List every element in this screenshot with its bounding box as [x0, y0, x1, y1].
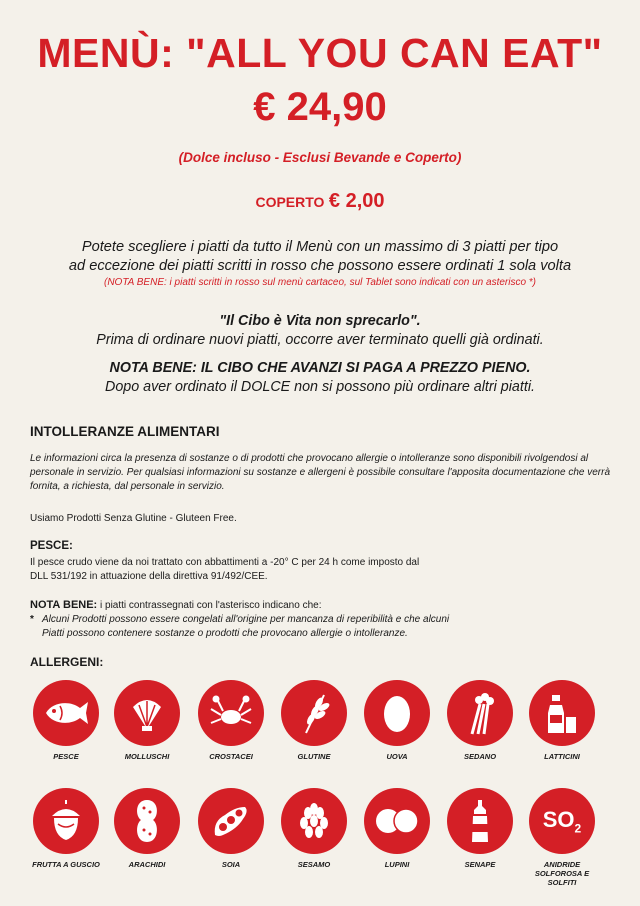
motto-line: Prima di ordinare nuovi piatti, occorre aver terminato quelli già ordinati. [96, 332, 544, 348]
wheat-icon [294, 691, 334, 735]
peanut-icon [132, 798, 162, 844]
menu-price: € 24,90 [253, 85, 387, 129]
nota-bene-block [0, 359, 640, 397]
allergen-label: LATTICINI [544, 752, 580, 761]
mustard-icon [468, 798, 492, 844]
so2-icon [543, 807, 581, 835]
allergen-crostacei [189, 680, 273, 761]
asterisco-bullet: * [30, 614, 34, 625]
fish-icon [42, 698, 90, 728]
pesce-text [30, 556, 615, 584]
allergen-senape [438, 788, 522, 869]
allergen-label: SENAPE [464, 860, 496, 869]
allergen-sedano [438, 680, 522, 761]
allergen-label: LUPINI [384, 860, 410, 869]
soy-icon [209, 801, 253, 841]
allergen-label: SESAMO [297, 860, 331, 869]
motto-block [0, 312, 640, 350]
rules-note: (NOTA BENE: i piatti scritti in rosso sul menù cartaceo, sul Tablet sono indicati con un asterisco *) [103, 277, 537, 288]
asterisco-intro: i piatti contrassegnati con l'asterisco indicano che: [97, 600, 322, 611]
allergen-arachidi [105, 788, 189, 869]
rules-block [0, 238, 640, 289]
gluten-free-text: Usiamo Prodotti Senza Glutine - Gluteen Free. [30, 513, 237, 524]
shell-icon [127, 693, 167, 733]
pesce-line-1: Il pesce crudo viene da noi trattato con abbattimenti a -20° C per 24 h come imposto dal [30, 557, 420, 568]
allergen-sesamo [272, 788, 356, 869]
allergen-label: CROSTACEI [209, 752, 253, 761]
allergen-label: GLUTINE [297, 752, 331, 761]
asterisco-line-1: Alcuni Prodotti possono essere congelati all'origine per mancanza di reperibilità e che alcuni [42, 614, 450, 625]
pesce-line-2: DLL 531/192 in attuazione della direttiva 91/492/CEE. [30, 571, 268, 582]
sesame-icon [294, 801, 334, 841]
intolleranze-text: Le informazioni circa la presenza di sostanze o di prodotti che provocano allergie o intolleranze sono disponibili rivolgendosi al personale in servizio. Per qualsiasi informazioni su sostanze e allergeni è possibile consultare l'apposita documentazione che verrà fornita, a richiesta, dal personale in servizio. [30, 453, 611, 492]
menu-subtitle: (Dolce incluso - Esclusi Bevande e Coperto) [178, 150, 462, 165]
allergen-molluschi [105, 680, 189, 761]
allergen-label: FRUTTA A GUSCIO [32, 860, 100, 869]
allergen-glutine [272, 680, 356, 761]
intolleranze-heading: INTOLLERANZE ALIMENTARI [30, 424, 220, 439]
allergen-label: SOIA [221, 860, 241, 869]
allergen-latticini [520, 680, 604, 761]
celery-icon [462, 690, 498, 736]
nota-bene-line: Dopo aver ordinato il DOLCE non si possono più ordinare altri piatti. [105, 379, 535, 395]
milk-icon [544, 691, 580, 735]
asterisco-block [30, 598, 615, 641]
allergen-label: ARACHIDI [128, 860, 166, 869]
allergen-label: PESCE [53, 752, 79, 761]
allergen-label: UOVA [386, 752, 408, 761]
allergen-anidride-solforosa [520, 788, 604, 887]
allergen-frutta-a-guscio [24, 788, 108, 869]
rules-line-1: Potete scegliere i piatti da tutto il Menù con un massimo di 3 piatti per tipo [81, 239, 559, 255]
asterisco-line-2: Piatti possono contenere sostanze o prodotti che provocano allergie o intolleranze. [42, 628, 408, 639]
coperto-value: € 2,00 [328, 190, 385, 212]
lupin-icon [374, 803, 420, 839]
coperto-line [0, 190, 640, 213]
crab-icon [207, 693, 255, 733]
rules-line-2: ad eccezione dei piatti scritti in rosso che possono essere ordinati 1 sola volta [68, 258, 572, 274]
allergen-label: SEDANO [463, 752, 497, 761]
pesce-heading: PESCE: [30, 540, 73, 552]
allergen-label: MOLLUSCHI [124, 752, 170, 761]
allergeni-heading: ALLERGENI: [30, 655, 104, 669]
allergen-pesce [24, 680, 108, 761]
allergen-lupini [355, 788, 439, 869]
egg-icon [382, 693, 412, 733]
nut-icon [46, 800, 86, 842]
allergens-grid [0, 680, 640, 900]
motto-quote: "Il Cibo è Vita non sprecarlo". [219, 313, 421, 329]
allergen-soia [189, 788, 273, 869]
so2-icon-sub: 2 [574, 821, 582, 836]
allergen-label: ANIDRIDE SOLFOROSA E SOLFITI [534, 860, 590, 887]
asterisco-heading: NOTA BENE: [30, 599, 98, 611]
allergen-uova [355, 680, 439, 761]
coperto-label: COPERTO [255, 194, 325, 210]
menu-title: MENÙ: "ALL YOU CAN EAT" [37, 30, 603, 76]
so2-icon-text: SO [542, 806, 575, 832]
nota-bene-heading: NOTA BENE: IL CIBO CHE AVANZI SI PAGA A PREZZO PIENO. [109, 360, 531, 376]
